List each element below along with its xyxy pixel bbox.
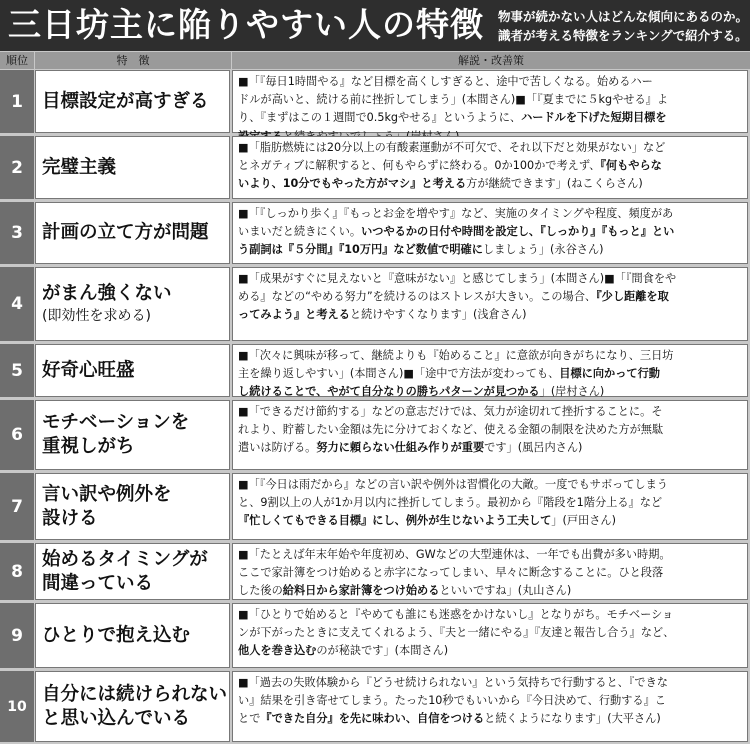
table-row [0,344,750,397]
table-row [0,70,750,133]
feature-cell [35,136,230,199]
description-line: ■「できるだけ節約する」などの意志だけでは、気力が途切れて挫折することに。そ [238,405,663,418]
description-cell [232,603,748,668]
description-line: と、9割以上の人が1か月以内に挫折してしまう。最初から『階段を1階分上る』など [238,496,663,510]
feature-cell [35,400,230,470]
feature-cell [35,267,230,341]
description-line: ■「たとえば年末年始や年度初め、GWなどの大型連休は、一年でも出費が多い時期。 [238,548,671,561]
description-line: ■「『今日は雨だから』などの言い訳や例外は習慣化の大敵。一度でもサボってしまう [238,478,668,491]
description-cell [232,473,748,540]
description-line: し続けることで、やがて自分なりの勝ちパターンが見つかる」(岸村さん) [238,385,605,399]
description-line: ■「脂肪燃焼には20分以上の有酸素運動が不可欠で、それ以下だと効果がない」など [238,141,666,154]
column-header-feature: 特 徴 [35,52,232,69]
feature-subtitle: (即効性を求める) [42,308,151,324]
description-cell [232,70,748,133]
table-row [0,543,750,600]
description-line: ■「『毎日1時間やる』など目標を高くしすぎると、途中で苦しくなる。始めるハー [238,75,653,88]
description-line: ここで家計簿をつけ始めると赤字になってしまい、早々に断念することに。ひと段落 [238,566,664,580]
description-cell [232,400,748,470]
description-line: とで『できた自分』を先に味わい、自信をつけると続くようになります」(大平さん) [238,712,661,726]
subtitle-line: 識者が考える特徴をランキングで紹介する。 [498,28,748,43]
rank-number: 8 [0,543,34,600]
feature-title: 言い訳や例外を 設ける [42,483,172,529]
subtitle [498,7,748,45]
description-line: 遣いは防げる。努力に頼らない仕組み作りが重要です」(風呂内さん) [238,441,583,455]
description-line: とネガティブに解釈すると、何もやらずに終わる。0か100かで考えず、『何もやらな [238,159,662,173]
description-line: ■「成果がすぐに見えないと『意味がない』と感じてしまう」(本間さん)■「『間食をや [238,272,677,285]
feature-title: がまん強くない [42,283,172,304]
description-line: ■「過去の失敗体験から『どうせ続けられない』という気持ちで行動すると、『できな [238,676,668,689]
description-line: ■「『しっかり歩く』『もっとお金を増やす』など、実施のタイミングや程度、頻度があ [238,207,674,220]
description-line: い』結果を引き寄せてしまう。たった10秒でもいいから『今日決めて、行動する』こ [238,694,666,708]
table-row [0,136,750,199]
rank-number: 9 [0,603,34,668]
description-cell [232,344,748,397]
feature-title: 自分には続けられない と思い込んでいる [42,683,228,729]
column-header-rank: 順位 [0,52,35,69]
rank-number: 3 [0,202,34,264]
description-line: ■「次々に興味が移って、継続よりも『始めること』に意欲が向きがちになり、三日坊 [238,349,674,362]
description-cell [232,202,748,264]
feature-cell [35,671,230,742]
feature-cell [35,202,230,264]
feature-title: 目標設定が高すぎる [42,90,209,112]
description-line: 主を繰り返しやすい」(本間さん)■「途中で方法が変わっても、目標に向かって行動 [238,367,660,381]
description-line: り、『まずはこの１週間で0.5kgやせる』というように、ハードルを下げた短期目標を [238,111,667,125]
description-cell [232,543,748,600]
feature-cell [35,473,230,540]
description-line: いより、10分でもやった方がマシ』と考える方が継続できます」(ねこくらさん) [238,177,643,191]
feature-title: 計画の立て方が問題 [42,222,209,243]
description-cell [232,671,748,742]
description-line: ドルが高いと、続ける前に挫折してしまう」(本間さん)■「『夏までに５kgやせる』よ [238,93,669,107]
feature-cell [35,603,230,668]
feature-title: 好奇心旺盛 [42,359,135,381]
description-line: 『忙しくてもできる目標』にし、例外が生じないよう工夫して」(戸田さん) [238,514,616,528]
column-header-description: 解説・改善策 [232,52,750,69]
subtitle-line: 物事が続かない人はどんな傾向にあるのか。 [498,9,749,24]
header-banner [0,0,750,51]
description-line: 他人を巻き込むのが秘訣です」(本間さん) [238,644,449,658]
feature-title: 始めるタイミングが 間違っている [42,548,208,594]
description-cell [232,136,748,199]
description-line: れより、貯蓄したい金額は先に分けておくなど、使える金額の制限を決めた方が無駄 [238,423,664,437]
description-line: める』などの“やめる努力”を続けるのはストレスが大きい。この場合、『少し距離を取 [238,290,669,304]
rank-number: 1 [0,70,34,133]
table-row [0,603,750,668]
feature-title: 完璧主義 [42,156,117,178]
rank-number: 6 [0,400,34,470]
description-line: ンが下がったときに支えてくれるよう、『夫と一緒にやる』『友達と報告し合う』など、 [238,626,675,640]
table-row [0,267,750,341]
rank-number: 10 [0,671,34,742]
feature-title: モチベーションを 重視しがち [42,412,190,457]
description-line: う副詞は『５分間』『10万円』など数値で明確にしましょう」(永谷さん) [238,243,604,257]
description-line: した後の給料日から家計簿をつけ始めるといいですね」(丸山さん) [238,584,572,598]
description-line: いまいだと続きにくい。いつやるかの日付や時間を設定し、『しっかり』『もっと』とい [238,225,675,239]
rank-number: 5 [0,344,34,397]
table-row [0,400,750,470]
rank-number: 4 [0,267,34,341]
rank-number: 7 [0,473,34,540]
description-line: ってみよう』と考えると続けやすくなります」(浅倉さん) [238,308,527,322]
rank-number: 2 [0,136,34,199]
table-row [0,473,750,540]
table-row [0,671,750,742]
feature-cell [35,70,230,133]
page-title: 三日坊主に陥りやすい人の特徴 [8,5,484,44]
feature-title: ひとりで抱え込む [42,624,191,646]
feature-cell [35,344,230,397]
description-line: ■「ひとりで始めると『やめても誰にも迷惑をかけないし』となりがち。モチベーショ [238,608,674,621]
description-cell [232,267,748,341]
table-row [0,202,750,264]
feature-cell [35,543,230,600]
